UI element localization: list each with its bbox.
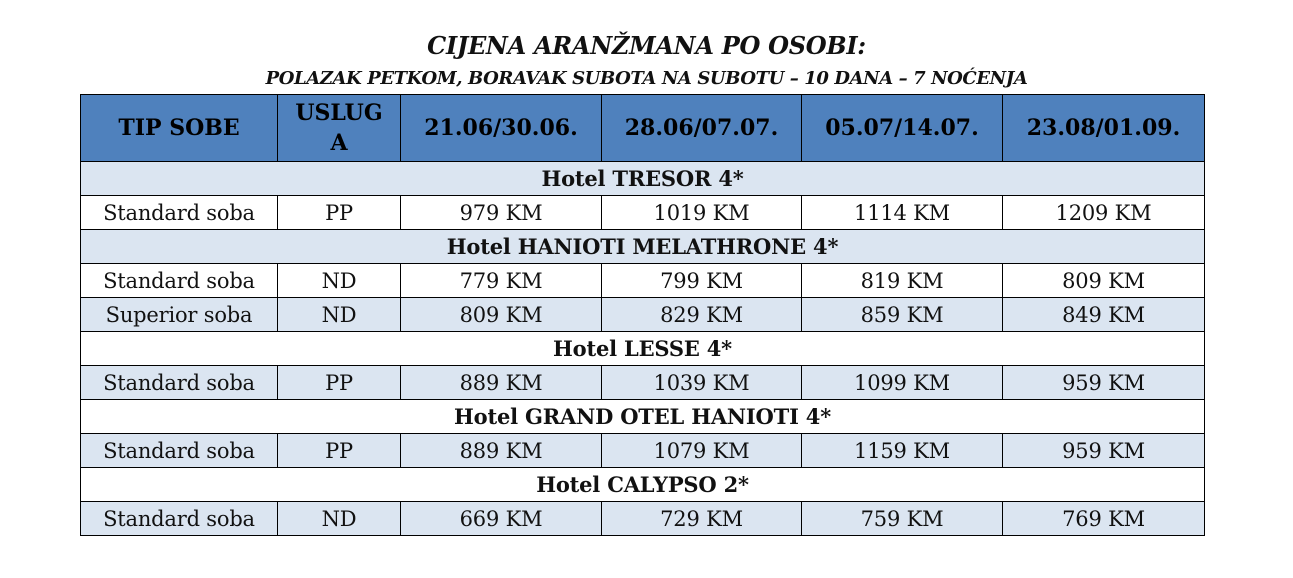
hotel-name: Hotel GRAND OTEL HANIOTI 4*: [81, 400, 1205, 434]
room-price: 959 KM: [1003, 366, 1205, 400]
room-price: 889 KM: [401, 434, 602, 468]
table-row: [81, 196, 1205, 230]
table-row: [81, 298, 1205, 332]
room-price: 819 KM: [802, 264, 1003, 298]
header-period-3: 05.07/14.07.: [802, 95, 1003, 162]
header-service-part1: USLUG: [295, 100, 383, 126]
room-service: PP: [278, 196, 401, 230]
room-price: 1079 KM: [602, 434, 802, 468]
header-period-2: 28.06/07.07.: [602, 95, 802, 162]
room-price: 1209 KM: [1003, 196, 1205, 230]
room-price: 669 KM: [401, 502, 602, 536]
header-service: [278, 95, 401, 162]
hotel-row: [81, 332, 1205, 366]
room-service: ND: [278, 298, 401, 332]
room-type: Standard soba: [81, 502, 278, 536]
table-row: [81, 366, 1205, 400]
room-price: 1099 KM: [802, 366, 1003, 400]
table-row: [81, 264, 1205, 298]
hotel-row: [81, 162, 1205, 196]
room-price: 729 KM: [602, 502, 802, 536]
room-service: PP: [278, 434, 401, 468]
room-price: 779 KM: [401, 264, 602, 298]
hotel-name: Hotel LESSE 4*: [81, 332, 1205, 366]
room-price: 959 KM: [1003, 434, 1205, 468]
hotel-name: Hotel HANIOTI MELATHRONE 4*: [81, 230, 1205, 264]
room-type: Standard soba: [81, 196, 278, 230]
page-title: CIJENA ARANŽMANA PO OSOBI:: [427, 31, 866, 60]
hotel-row: [81, 230, 1205, 264]
table-row: [81, 502, 1205, 536]
page-subtitle: POLAZAK PETKOM, BORAVAK SUBOTA NA SUBOTU – 10 DANA – 7 NOĆENJA: [265, 68, 1028, 89]
room-price: 979 KM: [401, 196, 602, 230]
table-row: [81, 434, 1205, 468]
room-service: ND: [278, 502, 401, 536]
room-price: 849 KM: [1003, 298, 1205, 332]
header-service-part2: A: [330, 130, 348, 156]
room-price: 1114 KM: [802, 196, 1003, 230]
hotel-name: Hotel CALYPSO 2*: [81, 468, 1205, 502]
room-price: 759 KM: [802, 502, 1003, 536]
price-table: [80, 94, 1205, 536]
hotel-row: [81, 468, 1205, 502]
room-price: 889 KM: [401, 366, 602, 400]
room-price: 809 KM: [1003, 264, 1205, 298]
room-price: 1159 KM: [802, 434, 1003, 468]
room-service: PP: [278, 366, 401, 400]
room-price: 799 KM: [602, 264, 802, 298]
room-service: ND: [278, 264, 401, 298]
room-price: 809 KM: [401, 298, 602, 332]
header-row: [81, 95, 1205, 162]
room-price: 1019 KM: [602, 196, 802, 230]
room-type: Standard soba: [81, 434, 278, 468]
room-price: 769 KM: [1003, 502, 1205, 536]
room-type: Standard soba: [81, 366, 278, 400]
room-price: 1039 KM: [602, 366, 802, 400]
hotel-name: Hotel TRESOR 4*: [81, 162, 1205, 196]
room-price: 829 KM: [602, 298, 802, 332]
header-period-4: 23.08/01.09.: [1003, 95, 1205, 162]
room-type: Standard soba: [81, 264, 278, 298]
room-price: 859 KM: [802, 298, 1003, 332]
header-room-type: TIP SOBE: [81, 95, 278, 162]
header-period-1: 21.06/30.06.: [401, 95, 602, 162]
hotel-row: [81, 400, 1205, 434]
room-type: Superior soba: [81, 298, 278, 332]
